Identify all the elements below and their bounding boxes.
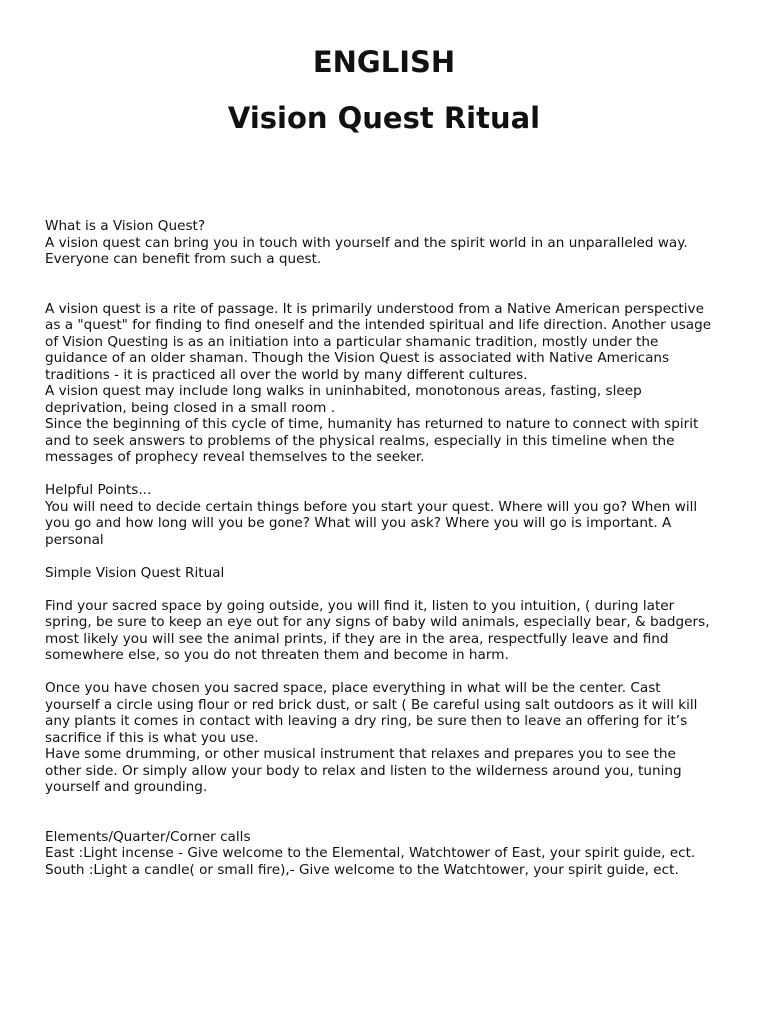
text-line: South :Light a candle( or small fire),- Give welcome to the Watchtower, your spirit guide, ect.	[45, 861, 679, 878]
text-line: other side. Or simply allow your body to relax and listen to the wilderness around you, tuning	[45, 762, 682, 779]
text-line: you go and how long will you be gone? What will you ask? Where you will go is important. A	[45, 515, 672, 531]
paragraph-sacred-space	[45, 598, 735, 664]
text-line: yourself a circle using flour or red brick dust, or salt ( Be careful using salt outdoors as it will kill	[45, 696, 698, 713]
text-line: What is a Vision Quest?	[45, 218, 206, 234]
text-line: Since the beginning of this cycle of time, humanity has returned to nature to connect with spirit	[45, 416, 699, 432]
text-line: A vision quest may include long walks in uninhabited, monotonous areas, fasting, sleep	[45, 383, 642, 399]
paragraph-elements	[45, 829, 735, 879]
paragraph-helpful-points	[45, 482, 735, 548]
text-line: Elements/Quarter/Corner calls	[45, 828, 251, 845]
paragraph-intro	[45, 218, 735, 268]
text-line: personal	[45, 531, 104, 548]
text-line: Simple Vision Quest Ritual	[45, 564, 225, 581]
text-line: Everyone can benefit from such a quest.	[45, 251, 322, 267]
text-line: as a "quest" for finding to find oneself and the intended spiritual and life direction. Another usage	[45, 317, 712, 333]
text-line: Helpful Points...	[45, 482, 152, 498]
document-subtitle: Vision Quest Ritual	[227, 101, 541, 135]
text-line: messages of prophecy reveal themselves to the seeker.	[45, 449, 425, 465]
text-line: East :Light incense - Give welcome to the Elemental, Watchtower of East, your spirit guide, ect.	[45, 845, 696, 861]
text-line: You will need to decide certain things before you start your quest. Where will you go? When will	[45, 498, 698, 515]
text-line: A vision quest is a rite of passage. It is primarily understood from a Native American perspective	[45, 300, 704, 317]
paragraph-circle	[45, 680, 735, 796]
text-line: most likely you will see the animal prints, if they are in the area, respectfully leave and find	[45, 630, 669, 647]
text-line: of Vision Questing is as an initiation into a particular shamanic tradition, mostly under the	[45, 333, 659, 350]
paragraph-rite-of-passage	[45, 301, 735, 466]
text-line: sacrifice if this is what you use.	[45, 729, 259, 746]
text-line: A vision quest can bring you in touch with yourself and the spirit world in an unparalleled way.	[45, 234, 688, 251]
document-title: ENGLISH	[312, 45, 456, 79]
text-line: deprivation, being closed in a small room .	[45, 399, 336, 416]
text-line: Have some drumming, or other musical instrument that relaxes and prepares you to see the	[45, 746, 676, 762]
text-line: Once you have chosen you sacred space, place everything in what will be the center. Cast	[45, 680, 661, 696]
text-line: somewhere else, so you do not threaten them and become in harm.	[45, 647, 509, 663]
section-heading	[45, 565, 735, 582]
text-line: and to seek answers to problems of the physical realms, especially in this timeline when the	[45, 432, 675, 449]
text-line: guidance of an older shaman. Though the Vision Quest is associated with Native Americans	[45, 350, 670, 366]
text-line: traditions - it is practiced all over the world by many different cultures.	[45, 366, 528, 383]
text-line: spring, be sure to keep an eye out for any signs of baby wild animals, especially bear, & badgers,	[45, 614, 710, 630]
text-line: any plants it comes in contact with leaving a dry ring, be sure then to leave an offering for it’s	[45, 713, 688, 729]
text-line: yourself and grounding.	[45, 779, 208, 795]
document-body	[45, 218, 735, 878]
text-line: Find your sacred space by going outside, you will find it, listen to you intuition, ( during later	[45, 597, 675, 614]
